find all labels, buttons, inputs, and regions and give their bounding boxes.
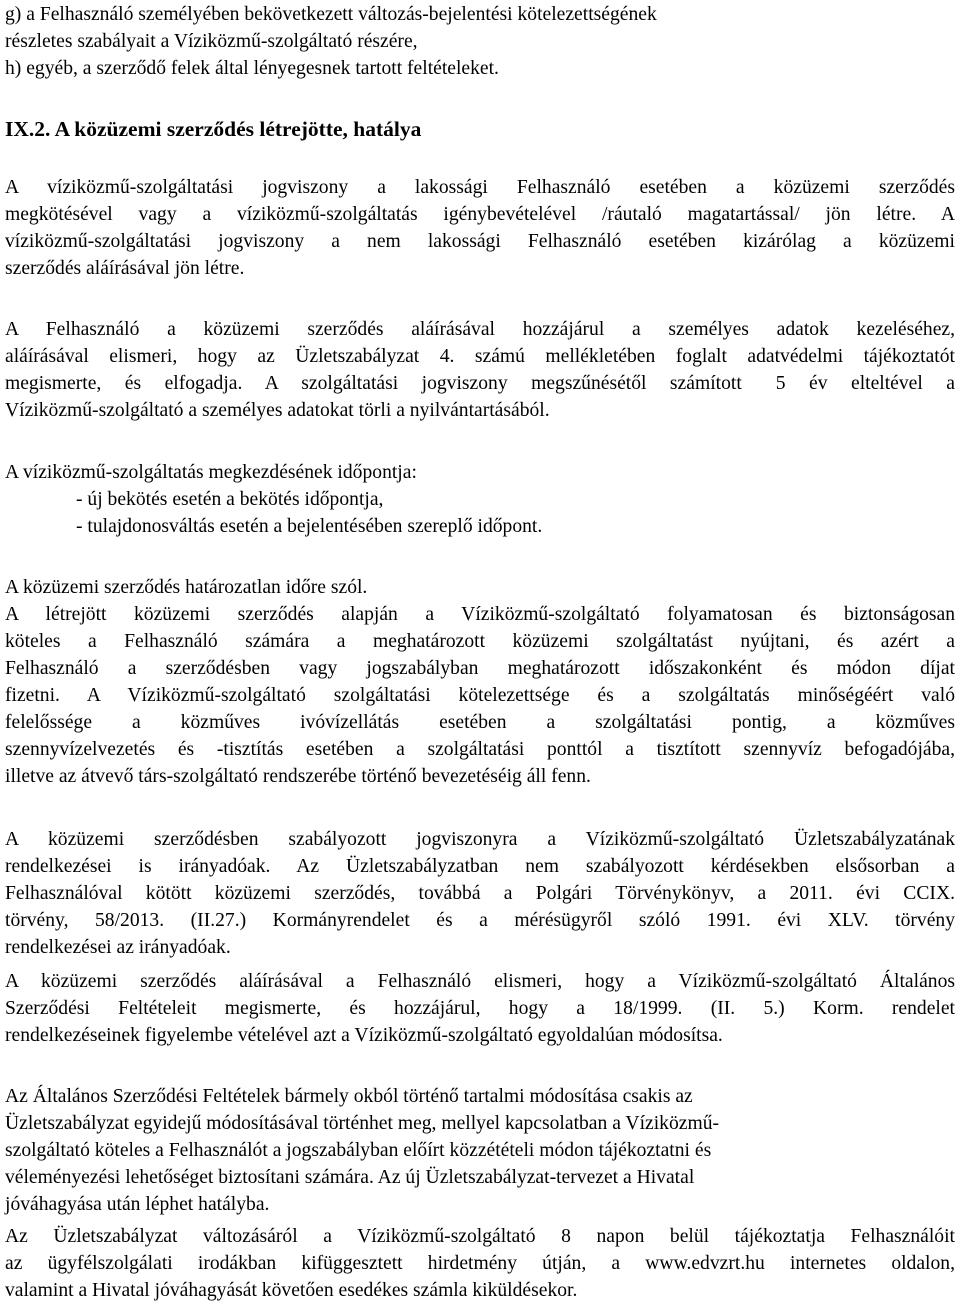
text-line: valamint a Hivatal jóváhagyását követően esedékes számla kiküldésekor. [5, 1280, 578, 1301]
text-line: köteles a Felhasználó számára a meghatározott közüzemi szolgáltatást nyújtani, és azért a [5, 631, 955, 652]
text-line: szerződés aláírásával jön létre. [5, 258, 245, 279]
text-line: h) egyéb, a szerződő felek által lényegesnek tartott feltételeket. [5, 58, 499, 79]
text-line: rendelkezéseinek figyelembe vételével azt a Víziközmű-szolgáltató egyoldalúan módosítsa. [5, 1025, 723, 1046]
text-line: rendelkezései az irányadóak. [5, 937, 231, 958]
text-line: Szerződési Feltételeit megismerte, és hozzájárul, hogy a 18/1999. (II. 5.) Korm. rendelet [5, 998, 955, 1019]
text-line: szennyvízelvezetés és -tisztítás esetében a szolgáltatási ponttól a tisztított szennyvíz befogadójába, [5, 739, 955, 760]
text-span: 5 év elteltével a [775, 373, 955, 394]
text-line: A közüzemi szerződés aláírásával a Felhasználó elismeri, hogy a Víziközmű-szolgáltató Általános [5, 971, 955, 992]
text-line: Felhasználóval kötött közüzemi szerződés, továbbá a Polgári Törvénykönyv, a 2011. évi CCIX. [5, 883, 955, 904]
text-line [5, 372, 955, 399]
text-line: Üzletszabályzat egyidejű módosításával történhet meg, mellyel kapcsolatban a Víziközmű- [5, 1113, 720, 1134]
text-line: részletes szabályait a Víziközmű-szolgáltató részére, [5, 31, 418, 52]
text-line: aláírásával elismeri, hogy az Üzletszabályzat 4. számú mellékletében foglalt adatvédelmi tájékoztatót [5, 346, 955, 367]
text-line: jóváhagyása után léphet hatályba. [5, 1194, 270, 1215]
text-line: illetve az átvevő társ-szolgáltató rendszerébe történő bevezetéséig áll fenn. [5, 766, 591, 787]
section-title: IX.2. A közüzemi szerződés létrejötte, hatálya [5, 117, 422, 141]
text-line: véleményezési lehetőséget biztosítani számára. Az új Üzletszabályzat-tervezet a Hivatal [5, 1167, 695, 1188]
text-span: megismerte, és elfogadja. A szolgáltatási jogviszony megszűnésétől számított [5, 373, 742, 394]
text-line: törvény, 58/2013. (II.27.) Kormányrendelet és a mérésügyről szóló 1991. évi XLV. törvény [5, 910, 955, 931]
text-line: fizetni. A Víziközmű-szolgáltató szolgáltatási kötelezettsége és a szolgáltatás minőségéért való [5, 685, 955, 706]
list-item: - új bekötés esetén a bekötés időpontja, [76, 489, 384, 510]
text-line: Víziközmű-szolgáltató a személyes adatokat törli a nyilvántartásából. [5, 400, 550, 421]
text-line: g) a Felhasználó személyében bekövetkezett változás-bejelentési kötelezettségének [5, 4, 657, 25]
text-line: A közüzemi szerződés határozatlan időre szól. [5, 577, 368, 598]
text-line: Felhasználó a szerződésben vagy jogszabályban meghatározott időszakonként és módon díjat [5, 658, 955, 679]
list-item: - tulajdonosváltás esetén a bejelentésében szereplő időpont. [76, 516, 543, 537]
text-line: A létrejött közüzemi szerződés alapján a Víziközmű-szolgáltató folyamatosan és biztonságosan [5, 604, 955, 625]
text-line: A víziközmű-szolgáltatás megkezdésének időpontja: [5, 462, 417, 483]
text-line: A Felhasználó a közüzemi szerződés aláírásával hozzájárul a személyes adatok kezeléséhez, [5, 319, 955, 340]
text-line: Az Általános Szerződési Feltételek bármely okból történő tartalmi módosítása csakis az [5, 1086, 693, 1107]
text-line: Az Üzletszabályzat változásáról a Víziközmű-szolgáltató 8 napon belül tájékoztatja Felhasználóit [5, 1226, 955, 1247]
text-span: az ügyfélszolgálati irodákban kifüggesztett hirdetmény útján, a www.edvzrt.hu internetes oldalon, [5, 1253, 955, 1274]
text-line [5, 1252, 955, 1279]
text-line: felelőssége a közműves ivóvízellátás esetében a szolgáltatási pontig, a közműves [5, 712, 955, 733]
text-line: megkötésével vagy a víziközmű-szolgáltatás igénybevételével /ráutaló magatartással/ jön létre. A [5, 204, 955, 225]
text-line: szolgáltató köteles a Felhasználót a jogszabályban előírt közzétételi módon tájékoztatni és [5, 1140, 712, 1161]
text-line: A közüzemi szerződésben szabályozott jogviszonyra a Víziközmű-szolgáltató Üzletszabályzatának [5, 829, 955, 850]
text-line: A víziközmű-szolgáltatási jogviszony a lakossági Felhasználó esetében a közüzemi szerződés [5, 177, 955, 198]
text-line: rendelkezései is irányadóak. Az Üzletszabályzatban nem szabályozott kérdésekben elsősorban a [5, 856, 955, 877]
text-line: víziközmű-szolgáltatási jogviszony a nem lakossági Felhasználó esetében kizárólag a közüzemi [5, 231, 955, 252]
